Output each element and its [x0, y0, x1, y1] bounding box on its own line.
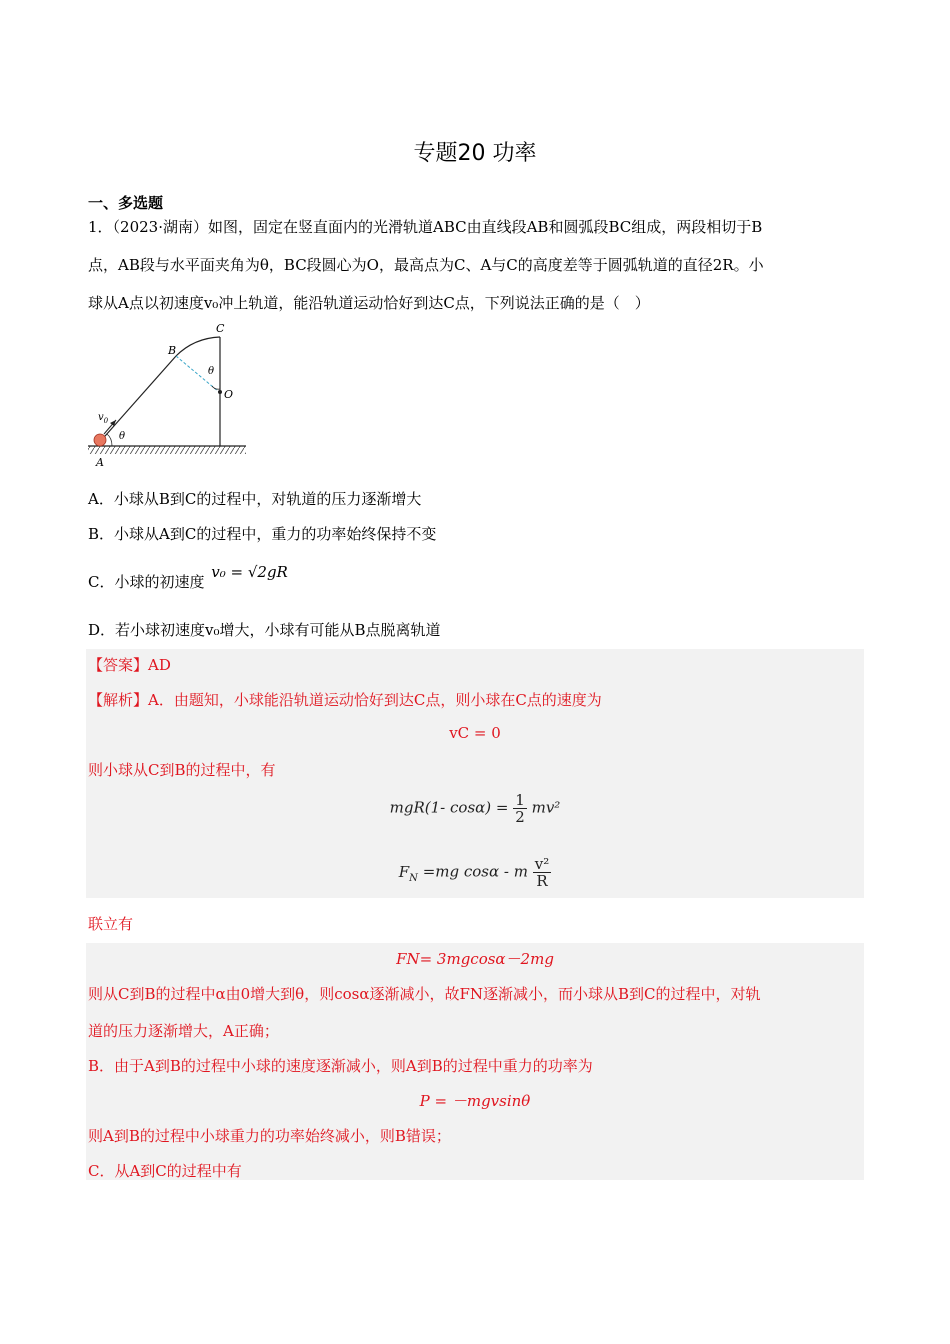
solution-line-4: 则从C到B的过程中α由0增大到θ，则cosα逐渐减小，故FN逐渐减小，而小球从B到C的过程中，对轨 — [88, 985, 761, 1003]
option-c — [88, 563, 288, 592]
solution-line-6: B．由于A到B的过程中小球的速度逐渐减小，则A到B的过程中重力的功率为 — [88, 1057, 593, 1075]
answer-tag: 【答案】 — [88, 656, 149, 674]
option-c-text: C．小球的初速度 — [88, 573, 205, 591]
eq2-right: mv² — [531, 798, 561, 817]
eq3-mid: =mg cosα - m — [422, 862, 528, 881]
track-arc-bc — [176, 337, 220, 356]
label-theta-bottom: θ — [119, 431, 126, 442]
option-d: D．若小球初速度v₀增大，小球有可能从B点脱离轨道 — [88, 621, 441, 639]
label-a: A — [96, 456, 104, 469]
eq3-fraction — [533, 856, 552, 889]
solution-line-2: 则小球从C到B的过程中，有 — [88, 761, 276, 779]
track-ab — [98, 356, 176, 444]
eq3-left: $F_N$ — [398, 862, 418, 884]
eq3-den: R — [536, 872, 548, 890]
label-c: C — [216, 322, 225, 335]
question-line-2: 点，AB段与水平面夹角为θ，BC段圆心为O，最高点为C、A与C的高度差等于圆弧轨道的直径2R。小 — [88, 256, 764, 274]
option-c-formula: v₀ = √2gR — [211, 563, 288, 581]
section-heading: 一、多选题 — [88, 194, 164, 212]
eq2-left: mgR(1- cosα) = — [389, 798, 509, 817]
solution-tag: 【解析】 — [88, 691, 149, 709]
equation-vc: vC = 0 — [449, 724, 501, 742]
question-line-1: 1．（2023·湖南）如图，固定在竖直面内的光滑轨道ABC由直线段AB和圆弧段BC组成，两段相切于B — [88, 218, 763, 236]
eq3-num: v² — [534, 855, 550, 873]
answer-value: AD — [148, 656, 171, 674]
eq2-den: 2 — [515, 808, 525, 826]
equation-power: P = －mgvsinθ — [419, 1092, 531, 1110]
label-theta-top: θ — [208, 366, 215, 377]
eq2-fraction — [513, 792, 527, 825]
page-title: 专题20 功率 — [413, 141, 537, 166]
option-a: A．小球从B到C的过程中，对轨道的压力逐渐增大 — [88, 490, 422, 508]
question-line-3: 球从A点以初速度v₀冲上轨道，能沿轨道运动恰好到达C点，下列说法正确的是（ ） — [88, 294, 650, 312]
track-diagram — [84, 320, 254, 472]
angle-arc-top — [212, 386, 220, 389]
solution-line-3: 联立有 — [88, 915, 134, 933]
equation-normal-force — [88, 856, 862, 889]
equation-fn: FN= 3mgcosα－2mg — [396, 950, 554, 968]
angle-arc-bottom — [107, 434, 112, 446]
eq2-num: 1 — [515, 791, 525, 809]
center-point-o — [218, 390, 222, 394]
ground-hatch — [88, 446, 246, 454]
solution-line-5: 道的压力逐渐增大，A正确； — [88, 1022, 279, 1040]
solution-text-1: A．由题知，小球能沿轨道运动恰好到达C点，则小球在C点的速度为 — [148, 691, 602, 709]
solution-line-8: C．从A到C的过程中有 — [88, 1162, 242, 1180]
solution-line-1 — [88, 689, 862, 710]
label-b: B — [168, 344, 177, 357]
ball — [94, 434, 106, 446]
label-o: O — [224, 388, 234, 401]
option-b: B．小球从A到C的过程中，重力的功率始终保持不变 — [88, 525, 437, 543]
answer-line — [88, 654, 862, 675]
solution-line-7: 则A到B的过程中小球重力的功率始终减小，则B错误； — [88, 1127, 451, 1145]
equation-energy — [88, 792, 862, 825]
label-v0: $v_0$ — [98, 412, 109, 425]
